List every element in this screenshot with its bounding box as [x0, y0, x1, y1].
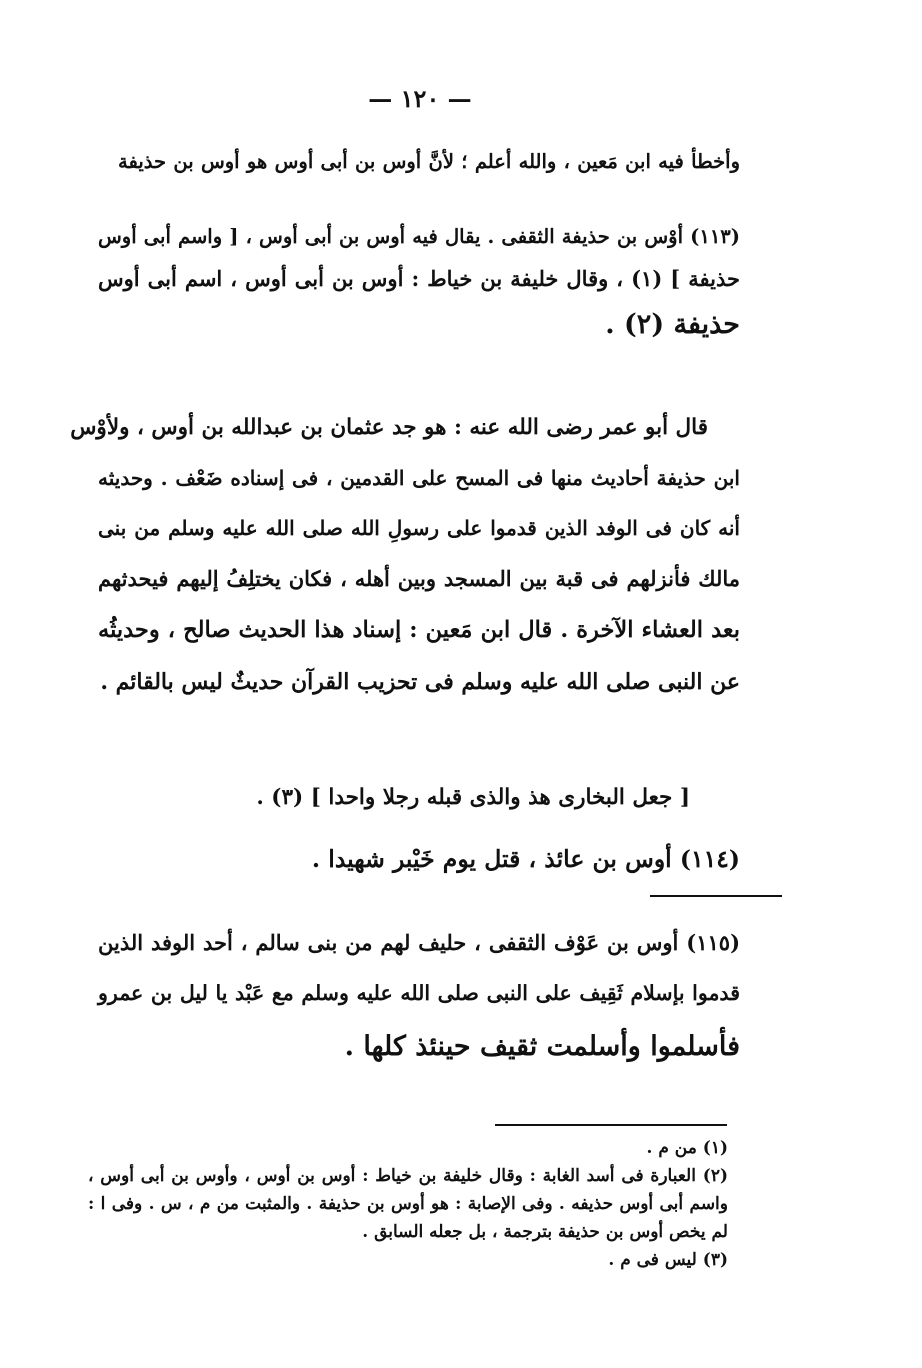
entry-115-line: قدموا بإسلام ثَقِيف على النبى صلى الله عليه وسلم مع عَبْد يا ليل بن عمرو	[98, 981, 740, 1005]
entry-113-line: حذيفة ] (١) ، وقال خليفة بن خياط : أوس بن أبى أوس ، اسم أبى أوس	[98, 266, 740, 291]
footnote-line: (٢) العبارة فى أسد الغابة : وقال خليفة بن خياط : أوس بن أوس ، وأوس بن أبى أوس ،	[88, 1166, 728, 1186]
footnote-line: واسم أبى أوس حذيفه . وفى الإصابة : هو أوس بن حذيفة . والمثبت من م ، س . وفى ا :	[88, 1194, 728, 1214]
commentary-paragraph	[70, 415, 740, 695]
bracket-note: [ جعل البخارى هذ والذى قبله رجلا واحدا ] (٣) .	[256, 785, 690, 810]
entry-115	[98, 930, 740, 1062]
commentary-line: أنه كان فى الوفد الذين قدموا على رسولِ الله صلى الله عليه وسلم من بنى	[98, 516, 740, 540]
page-number: — ١٢٠ —	[368, 84, 472, 113]
entry-114: (١١٤) أوس بن عائذ ، قتل يوم خَيْبر شهيدا .	[311, 845, 740, 873]
body-line-1: وأخطأ فيه ابن مَعين ، والله أعلم ؛ لأنَّ أوس بن أبى أوس هو أوس بن حذيفة	[118, 150, 740, 173]
commentary-line: بعد العشاء الآخرة . قال ابن مَعين : إسناد هذا الحديث صالح ، وحديثُه	[98, 617, 740, 643]
entry-113	[98, 225, 740, 340]
entry-115-line: فأسلموا وأسلمت ثقيف حينئذ كلها .	[344, 1031, 740, 1062]
footnote-line: (٣) ليس فى م .	[608, 1250, 728, 1270]
commentary-line: عن النبى صلى الله عليه وسلم فى تحزيب القرآن حديثٌ ليس بالقائم .	[100, 669, 740, 695]
footnote-line: (١) من م .	[646, 1138, 728, 1158]
section-divider	[650, 895, 782, 897]
footnote-line: لم يخص أوس بن حذيفة بترجمة ، بل جعله السابق .	[362, 1222, 728, 1242]
commentary-line: قال أبو عمر رضى الله عنه : هو جد عثمان بن عبدالله بن أوس ، ولأوْس	[70, 415, 708, 440]
entry-113-line: (١١٣) أوْس بن حذيفة الثقفى . يقال فيه أوس بن أبى أوس ، [ واسم أبى أوس	[98, 225, 740, 248]
commentary-line: ابن حذيفة أحاديث منها فى المسح على القدمين ، فى إسناده ضَعْف . وحديثه	[98, 466, 740, 490]
entry-115-line: (١١٥) أوس بن عَوْف الثقفى ، حليف لهم من بنى سالم ، أحد الوفد الذين	[98, 930, 740, 955]
footnote-divider	[495, 1124, 727, 1126]
commentary-line: مالك فأنزلهم فى قبة بين المسجد وبين أهله ، فكان يختلِفُ إليهم فيحدثهم	[98, 566, 740, 591]
entry-113-line: حذيفة (٢) .	[605, 309, 740, 340]
footnotes	[88, 1138, 728, 1270]
